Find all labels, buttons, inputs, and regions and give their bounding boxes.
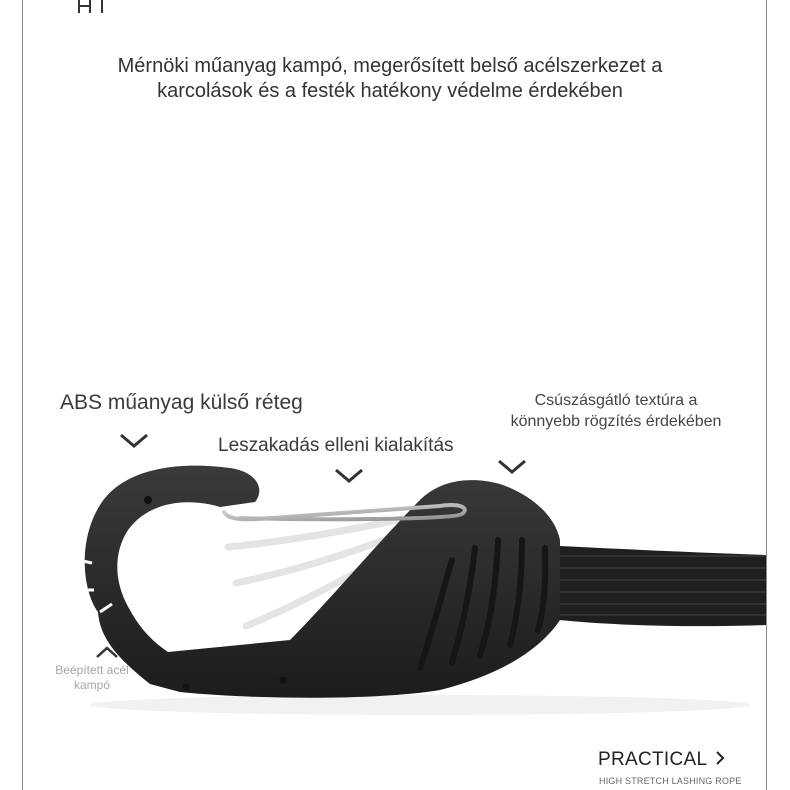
chevron-up-icon: [95, 646, 119, 659]
rivet-lower: [280, 677, 287, 684]
callout-abs-layer: ABS műanyag külső réteg: [60, 391, 303, 414]
callout-texture-line-1: Csúszásgátló textúra a: [534, 392, 698, 409]
callout-steel-line-2: kampó: [73, 678, 111, 692]
floor-shadow: [90, 695, 750, 715]
callout-steel-hook: [42, 663, 142, 693]
callout-anti-detach: Leszakadás elleni kialakítás: [218, 435, 454, 456]
chevron-right-icon: [715, 751, 725, 765]
logo-mark-icon: [78, 0, 104, 14]
rivet-tail: [183, 684, 190, 691]
brand-title: [598, 749, 725, 771]
callout-steel-line-1: Beépített acél: [55, 663, 129, 677]
callout-texture-line-2: könnyebb rögzítés érdekében: [510, 413, 722, 430]
chevron-down-icon: [119, 433, 149, 449]
headline-line-2: karcolások és a festék hatékony védelme érdekében: [157, 80, 623, 102]
headline: [60, 54, 720, 104]
brand-title-text: PRACTICAL: [598, 749, 707, 770]
callout-anti-slip-texture: [486, 390, 746, 432]
bungee-cords: [540, 545, 766, 626]
brand-subtitle: HIGH STRETCH LASHING ROPE: [599, 776, 742, 786]
headline-line-1: Mérnöki műanyag kampó, megerősített belső acélszerkezet a: [117, 55, 663, 77]
chevron-down-icon: [497, 459, 527, 475]
chevron-down-icon: [334, 468, 364, 484]
hook-body: [85, 466, 560, 698]
rivet: [144, 496, 152, 504]
